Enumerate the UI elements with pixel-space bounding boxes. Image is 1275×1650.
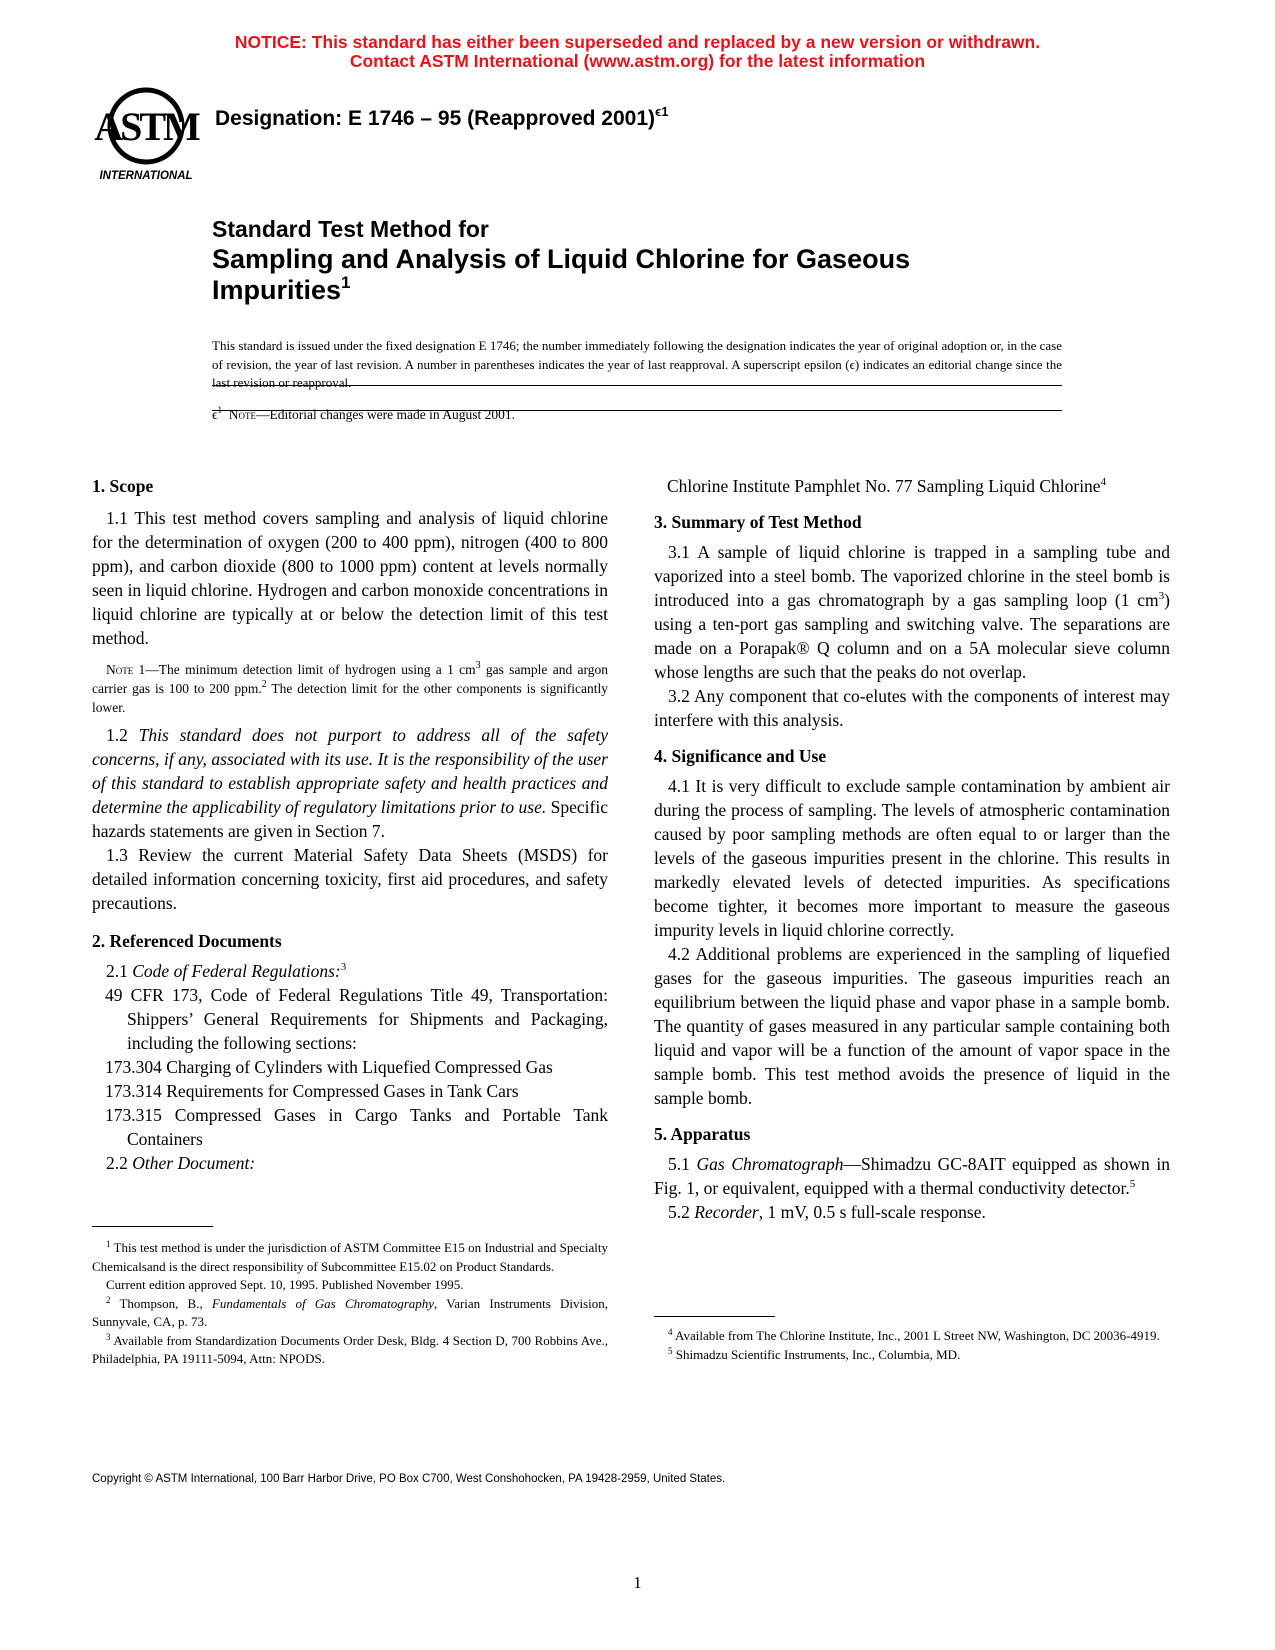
- divider-top: [212, 385, 1062, 386]
- para-3-1-text-a: 3.1 A sample of liquid chlorine is trapped in a sampling tube and vaporized into a steel bomb. The vaporized chlorine in the steel bomb is introduced into a gas chromatograph by a gas sampling loop (1 cm: [654, 542, 1170, 610]
- para-5-2-num: 5.2: [668, 1202, 695, 1222]
- para-3-1-text-b: ) using a ten-port gas sampling and switching valve. The separations are made on a Porapak® Q column and on a 5A molecular sieve column whose lengths are such that the peaks do not overlap.: [654, 590, 1170, 682]
- designation-text: Designation: E 1746 – 95 (Reapproved 2001): [215, 107, 656, 130]
- title-line-1: Standard Test Method for: [212, 216, 489, 242]
- footnote-4: [654, 1327, 1170, 1346]
- para-4-2: 4.2 Additional problems are experienced in the sampling of liquefied gases for the gaseous impurities. The gaseous impurities reach an equilibrium between the liquid phase and vapor phase in a sample bomb. The quantity of gases measured in any particular sample containing both liquid and vapor will be a function of the amount of vapor space in the sample bomb. This test method avoids the presence of liquid in the sample bomb.: [654, 944, 1170, 1108]
- footnote-1: [92, 1239, 608, 1276]
- para-5-2-italic: Recorder: [694, 1202, 759, 1222]
- para-2-1: [92, 959, 608, 983]
- page-number: 1: [633, 1573, 642, 1592]
- section-2-heading: 2. Referenced Documents: [92, 931, 282, 951]
- note-1-label: Note: [106, 662, 134, 677]
- footnote-1-mark: 1: [106, 1239, 111, 1249]
- footnote-rule-right: [654, 1316, 775, 1317]
- footnote-4-text: Available from The Chlorine Institute, Inc., 2001 L Street NW, Washington, DC 20036-4919.: [672, 1328, 1160, 1343]
- ref-chlorine-institute-pamphlet: [654, 474, 1170, 498]
- footnote-2-mark: 2: [106, 1294, 111, 1305]
- section-5-heading: 5. Apparatus: [654, 1124, 751, 1144]
- para-1-3: 1.3 Review the current Material Safety Data Sheets (MSDS) for detailed information concerning toxicity, first aid procedures, and safety precautions.: [92, 845, 608, 913]
- epsilon-symbol: ϵ: [212, 407, 218, 422]
- chlorine-ref-sup: 4: [1100, 476, 1107, 488]
- note-1-sup-3: 3: [475, 660, 481, 671]
- left-column: [92, 474, 608, 1175]
- note-1-text-b: gas sample and argon carrier gas is 100 to 200 ppm.: [92, 662, 608, 696]
- epsilon-sup: 1: [217, 405, 222, 415]
- astm-logo: [92, 84, 200, 184]
- para-1-2: [92, 723, 608, 843]
- ref-173-315: 173.315 Compressed Gases in Cargo Tanks and Portable Tank Containers: [105, 1105, 608, 1149]
- chlorine-ref-text: Chlorine Institute Pamphlet No. 77 Sampling Liquid Chlorine: [667, 476, 1101, 496]
- editorial-note-text: —Editorial changes were made in August 2001.: [255, 407, 516, 422]
- note-1-sup-2: 2: [261, 679, 267, 690]
- footnote-5: [654, 1346, 1170, 1365]
- copyright-line: Copyright © ASTM International, 100 Barr Harbor Drive, PO Box C700, West Conshohocken, PA 19428-2959, United States.: [92, 1473, 726, 1485]
- footnote-3-mark: 3: [106, 1331, 111, 1342]
- footnote-5-mark: 5: [668, 1345, 673, 1356]
- para-5-2-rest: , 1 mV, 0.5 s full-scale response.: [758, 1202, 986, 1222]
- para-2-1-italic: Code of Federal Regulations:: [132, 961, 341, 981]
- section-1-heading: 1. Scope: [92, 476, 154, 496]
- para-5-1-rest: —Shimadzu GC-8AIT equipped as shown in Fig. 1, or equivalent, equipped with a thermal conductivity detector.: [654, 1154, 1171, 1198]
- para-2-2: [92, 1151, 608, 1175]
- footnote-5-text: Shimadzu Scientific Instruments, Inc., Columbia, MD.: [672, 1346, 961, 1362]
- notice-line-1: NOTICE: This standard has either been superseded and replaced by a new version or withdrawn.: [234, 32, 1041, 52]
- para-5-1-sup: 5: [1129, 1178, 1136, 1190]
- para-1-2-italic: This standard does not purport to address all of the safety concerns, if any, associated with its use. It is the responsibility of the user of this standard to establish appropriate safety and health practices and determine the applicability of regulatory limitations prior to use.: [92, 725, 608, 817]
- para-5-2: [654, 1200, 1170, 1224]
- ref-173-314: 173.314 Requirements for Compressed Gases in Tank Cars: [105, 1081, 519, 1101]
- para-5-1-num: 5.1: [668, 1154, 697, 1174]
- para-5-1: [654, 1152, 1170, 1200]
- para-1-2-rest: Specific hazards statements are given in Section 7.: [92, 797, 608, 841]
- section-4-heading: 4. Significance and Use: [654, 746, 827, 766]
- footnotes-left: [92, 1239, 608, 1369]
- designation-epsilon: ϵ1: [655, 104, 669, 119]
- footnote-2-italic: Fundamentals of Gas Chromatography: [211, 1295, 435, 1311]
- note-1: [92, 660, 608, 717]
- footnote-1-text: This test method is under the jurisdiction of ASTM Committee E15 on Industrial and Specialty Chemicalsand is the direct responsibility of Subcommittee E15.02 on Product Standards.: [92, 1240, 608, 1274]
- para-3-1-sup: 3: [1158, 590, 1165, 602]
- issuance-statement: This standard is issued under the fixed designation E 1746; the number immediately following the designation indicates the year of original adoption or, in the case of revision, the year of last revision. A number in parentheses indicates the year of last reapproval. A superscript epsilon (ϵ) indicates an editorial change since the last revision or reapproval.: [212, 338, 1062, 390]
- editorial-note: [212, 405, 1062, 423]
- title-footnote-ref: 1: [341, 273, 351, 292]
- right-column: [654, 474, 1170, 1224]
- para-2-2-num: 2.2: [106, 1153, 133, 1173]
- note-label: Note: [228, 407, 256, 422]
- section-3-heading: 3. Summary of Test Method: [654, 512, 862, 532]
- para-5-1-italic: Gas Chromatograph: [696, 1154, 844, 1174]
- logo-letters: ASTM: [94, 104, 198, 149]
- notice-line-2: Contact ASTM International (www.astm.org) for the latest information: [349, 51, 926, 71]
- footnote-2-text-b: , Varian Instruments Division, Sunnyvale, CA, p. 73.: [92, 1295, 608, 1329]
- ref-173-304: 173.304 Charging of Cylinders with Liquefied Compressed Gas: [105, 1057, 553, 1077]
- ref-49-cfr-173: 49 CFR 173, Code of Federal Regulations Title 49, Transportation: Shippers’ General Requirements for Shipments and Packaging, including the following sections:: [105, 985, 608, 1053]
- footnote-2: [92, 1295, 608, 1332]
- title-main: Sampling and Analysis of Liquid Chlorine for Gaseous Impurities: [212, 244, 911, 305]
- para-3-2: 3.2 Any component that co-elutes with the components of interest may interfere with this analysis.: [654, 686, 1170, 730]
- footnote-1-edition: Current edition approved Sept. 10, 1995. Published November 1995.: [106, 1277, 464, 1292]
- para-3-1: [654, 540, 1170, 684]
- divider-bottom: [212, 410, 1062, 411]
- para-2-2-italic: Other Document:: [132, 1153, 256, 1173]
- footnotes-right: [654, 1327, 1170, 1364]
- footnote-3: [92, 1332, 608, 1369]
- footnote-4-mark: 4: [668, 1327, 673, 1337]
- note-1-text-c: The detection limit for the other components is significantly lower.: [92, 681, 608, 715]
- page-title: [212, 215, 1012, 306]
- para-1-2-num: 1.2: [106, 725, 139, 745]
- para-1-1: 1.1 This test method covers sampling and analysis of liquid chlorine for the determination of oxygen (200 to 400 ppm), nitrogen (400 to 800 ppm), and carbon dioxide (800 to 1000 ppm) content at levels normally seen in liquid chlorine. Hydrogen and carbon monoxide concentrations in liquid chlorine are typically at or below the detection limit of this test method.: [92, 508, 608, 648]
- title-line-2: [212, 244, 1012, 306]
- logo-caption: INTERNATIONAL: [99, 170, 193, 182]
- para-4-1: 4.1 It is very difficult to exclude sample contamination by ambient air during the process of sampling. The levels of atmospheric contamination caused by poor sampling methods are often equal to or larger than the levels of the gaseous impurities present in the chlorine. This results in markedly elevated levels of detected impurities. As specifications become tighter, it becomes more important to measure the gaseous impurity levels in liquid chlorine correctly.: [654, 776, 1170, 940]
- footnote-3-text: Available from Standardization Documents Order Desk, Bldg. 4 Section D, 700 Robbins Ave., Philadelphia, PA 19111-5094, Attn: NPODS.: [92, 1332, 608, 1366]
- footnote-rule-left: [92, 1226, 213, 1227]
- withdrawal-notice: [0, 33, 1275, 71]
- footnote-2-text-a: Thompson, B.,: [110, 1295, 212, 1311]
- note-1-text-a: 1—The minimum detection limit of hydrogen using a 1 cm: [133, 662, 476, 677]
- para-2-1-num: 2.1: [106, 961, 133, 981]
- para-2-1-sup: 3: [340, 961, 347, 973]
- designation: [215, 104, 668, 131]
